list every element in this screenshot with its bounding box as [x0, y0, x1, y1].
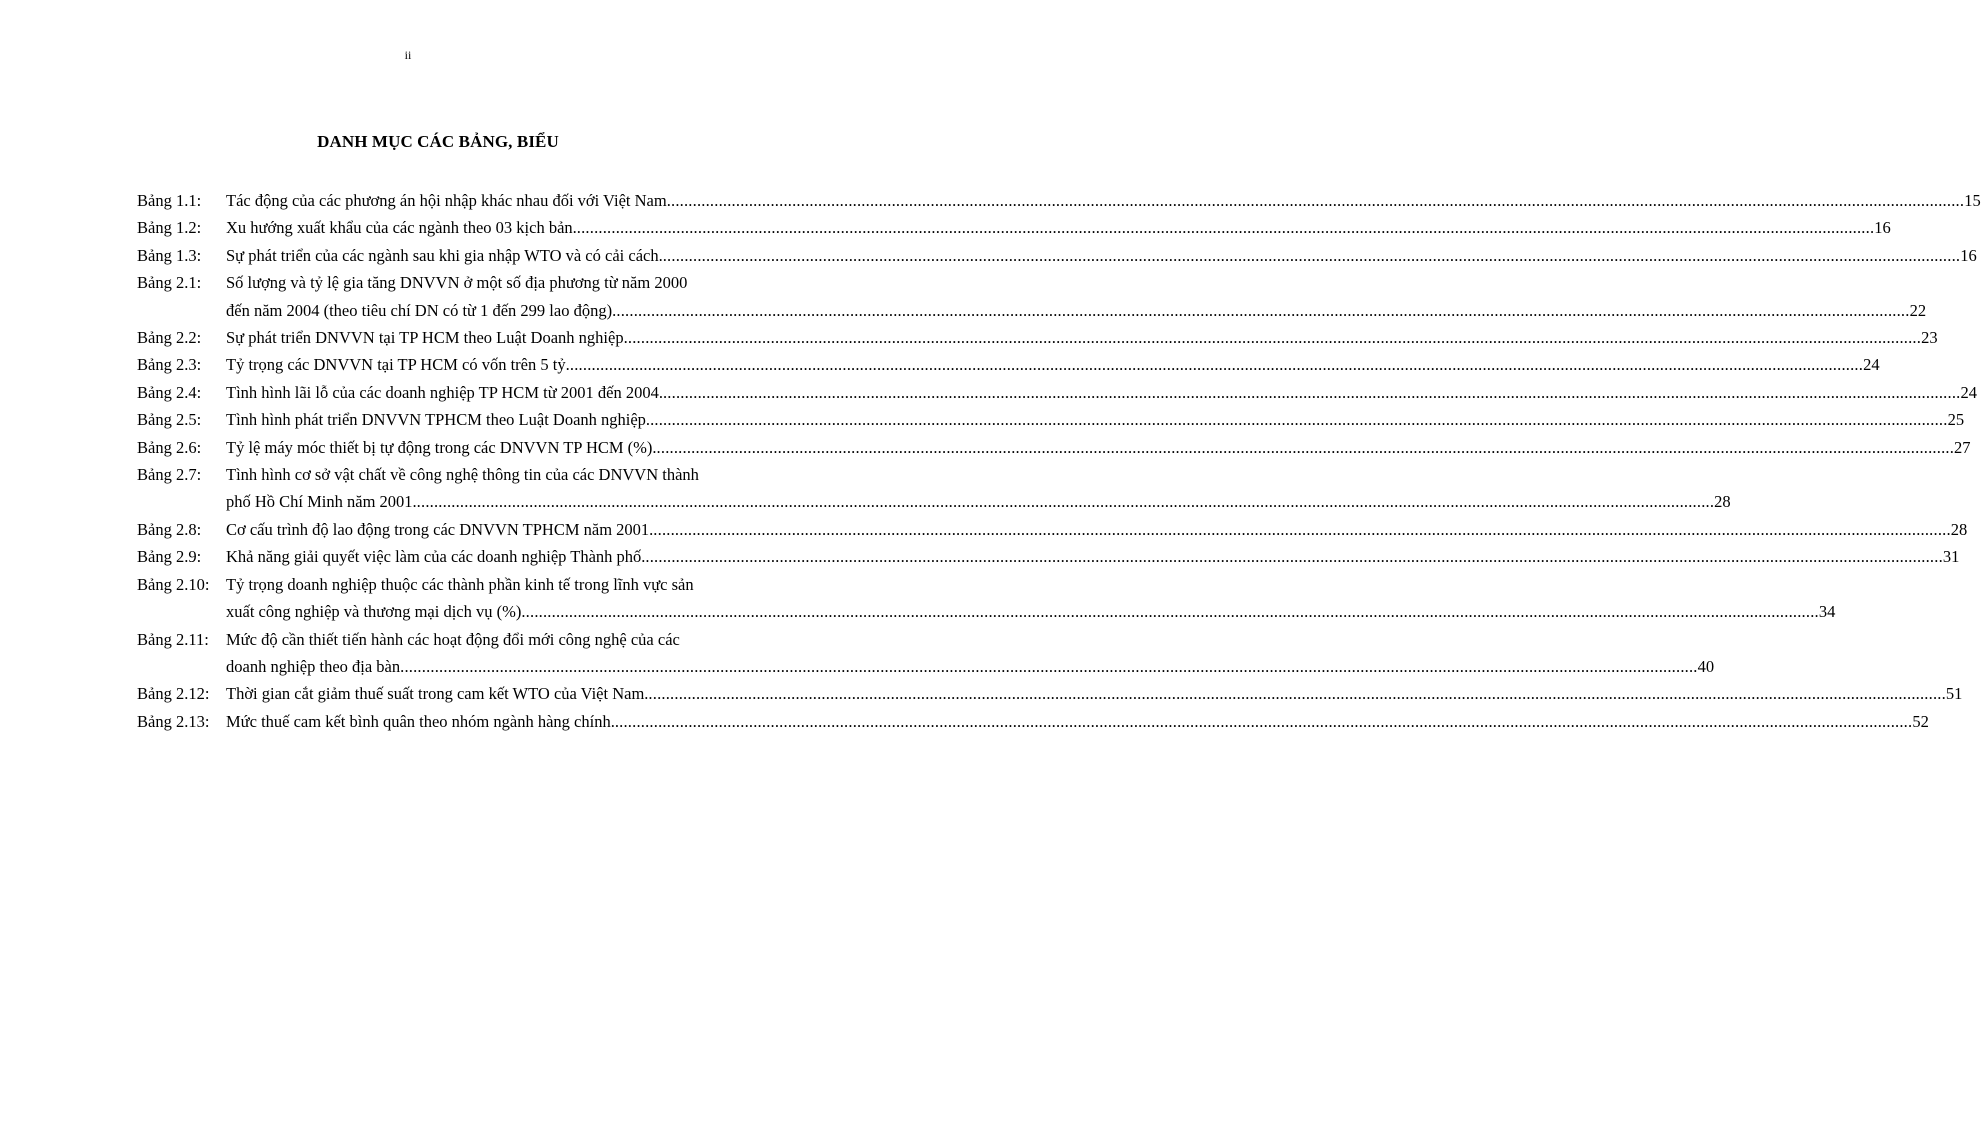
dot-leader: ............................................................................................................................................................................................................................................................................................................	[662, 245, 1961, 265]
entry-title-text: Cơ cấu trình độ lao động trong các DNVVN TPHCM năm 2001.	[226, 519, 654, 539]
entry-body	[226, 351, 1880, 378]
entry-page-number: 28	[1950, 519, 1968, 539]
entry-page-number: 25	[1947, 410, 1965, 430]
entry-page-number: 52	[1912, 711, 1929, 731]
dot-leader: ............................................................................................................................................................................................................................................................................................................	[666, 191, 1965, 210]
entry-title-text: Sự phát triển DNVVN tại TP HCM theo Luật Doanh nghiệp	[226, 328, 624, 348]
entry-title-line	[226, 708, 1929, 735]
entry-page-number: 27	[1954, 437, 1971, 457]
entry-body	[226, 543, 1959, 570]
entry-label: Bảng 1.3:	[137, 245, 202, 265]
dot-leader: ............................................................................................................................................................................................................................................................................................................	[648, 684, 1946, 704]
entry-title-text: Tình hình phát triển DNVVN TPHCM theo Luật Doanh nghiệp.	[226, 410, 651, 430]
entry-title-line	[226, 379, 1977, 406]
entry-label: Bảng 2.7:	[137, 465, 202, 485]
entry-page-number: 16	[1874, 218, 1891, 238]
entry-title-line	[226, 653, 1714, 680]
entry-label: Bảng 2.1:	[137, 273, 202, 293]
entry-label: Bảng 2.5:	[137, 410, 202, 430]
entry-label: Bảng 2.9:	[137, 547, 202, 567]
toc-entry[interactable]	[137, 680, 1963, 707]
dot-leader: ............................................................................................................................................................................................................................................................................................................	[576, 218, 1875, 238]
entry-page-number: 23	[1921, 328, 1938, 348]
toc-entry[interactable]	[137, 434, 1971, 461]
entry-label: Bảng 2.8:	[137, 519, 202, 539]
entry-page-number: 24	[1863, 355, 1880, 375]
entry-page-number: 40	[1697, 656, 1715, 676]
entry-title-line	[226, 680, 1962, 707]
entry-page-number: 31	[1942, 547, 1960, 567]
table-list	[137, 187, 1981, 735]
entry-label: Bảng 1.2:	[137, 218, 202, 238]
entry-body	[226, 680, 1962, 707]
page-number: ii	[404, 48, 412, 62]
entry-title-text: Tình hình lãi lỗ của các doanh nghiệp TP HCM từ 2001 đến 2004.	[226, 382, 663, 402]
entry-title-line	[226, 187, 1981, 214]
entry-title-text: đến năm 2004 (theo tiêu chí DN có từ 1 đến 299 lao động)	[226, 300, 613, 320]
entry-label: Bảng 2.2:	[137, 328, 202, 348]
page-title: DANH MỤC CÁC BẢNG, BIỂU	[317, 132, 559, 151]
entry-title-text: xuất công nghiệp và thương mại dịch vụ (%)	[226, 602, 522, 622]
entry-body	[226, 461, 1731, 516]
toc-entry[interactable]	[137, 543, 1960, 570]
entry-title-line	[226, 324, 1938, 351]
toc-entry[interactable]	[137, 571, 1836, 626]
entry-label: Bảng 2.10:	[137, 574, 210, 594]
entry-body	[226, 379, 1977, 406]
dot-leader: ............................................................................................................................................................................................................................................................................................................	[645, 547, 1943, 567]
entry-label: Bảng 2.4:	[137, 382, 202, 402]
entry-title-text: Thời gian cắt giảm thuế suất trong cam kết WTO của Việt Nam.	[226, 684, 649, 704]
dot-leader: ............................................................................................................................................................................................................................................................................................................	[565, 355, 1864, 375]
toc-entry[interactable]	[137, 516, 1968, 543]
entry-label: Bảng 2.6:	[137, 437, 202, 457]
entry-body	[226, 708, 1929, 735]
entry-label: Bảng 2.3:	[137, 355, 202, 375]
dot-leader: ............................................................................................................................................................................................................................................................................................................	[650, 410, 1948, 430]
entry-page-number: 51	[1945, 684, 1963, 704]
dot-leader: ............................................................................................................................................................................................................................................................................................................	[400, 656, 1698, 676]
entry-body	[226, 406, 1964, 433]
dot-leader: ............................................................................................................................................................................................................................................................................................................	[653, 519, 1951, 539]
entry-page-number: 15	[1964, 191, 1981, 210]
entry-title-text: Xu hướng xuất khẩu của các ngành theo 03 kịch bản.	[226, 218, 577, 238]
entry-page-number: 24	[1960, 382, 1977, 402]
entry-body	[226, 434, 1971, 461]
toc-entry[interactable]	[137, 626, 1715, 681]
entry-title-line	[226, 214, 1891, 241]
entry-title-line	[226, 488, 1731, 515]
entry-title-text: Tác động của các phương án hội nhập khác nhau đối với Việt Nam	[226, 191, 667, 210]
entry-title-text: Khả năng giải quyết việc làm của các doanh nghiệp Thành phố.	[226, 547, 646, 567]
entry-title-line	[226, 543, 1959, 570]
entry-title-line	[226, 516, 1967, 543]
dot-leader: ............................................................................................................................................................................................................................................................................................................	[612, 300, 1910, 320]
entry-body	[226, 242, 1977, 269]
entry-body	[226, 214, 1891, 241]
entry-label: Bảng 1.1:	[137, 191, 202, 210]
entry-body	[226, 571, 1835, 626]
entry-title-text: Tỷ lệ máy móc thiết bị tự động trong các DNVVN TP HCM (%).	[226, 437, 657, 457]
entry-label: Bảng 2.13:	[137, 711, 210, 731]
entry-title-line	[226, 297, 1926, 324]
entry-title-line	[226, 406, 1964, 433]
dot-leader: ............................................................................................................................................................................................................................................................................................................	[623, 328, 1922, 348]
toc-entry[interactable]	[137, 461, 1731, 516]
dot-leader: ............................................................................................................................................................................................................................................................................................................	[656, 437, 1955, 457]
entry-title-line: Tỷ trọng doanh nghiệp thuộc các thành phần kinh tế trong lĩnh vực sản	[226, 574, 694, 594]
toc-entry[interactable]	[137, 379, 1977, 406]
dot-leader: ............................................................................................................................................................................................................................................................................................................	[614, 711, 1913, 731]
entry-body	[226, 516, 1967, 543]
entry-title-text: doanh nghiệp theo địa bàn	[226, 656, 401, 676]
entry-title-line: Số lượng và tỷ lệ gia tăng DNVVN ở một số địa phương từ năm 2000	[226, 273, 688, 293]
entry-title-line	[226, 351, 1880, 378]
toc-entry[interactable]	[137, 269, 1927, 324]
entry-title-text: Mức thuế cam kết bình quân theo nhóm ngành hàng chính.	[226, 711, 615, 731]
entry-title-line	[226, 434, 1971, 461]
toc-entry[interactable]	[137, 242, 1977, 269]
entry-page-number: 16	[1960, 245, 1977, 265]
entry-title-line	[226, 598, 1835, 625]
toc-entry[interactable]	[137, 214, 1891, 241]
entry-title-line	[226, 242, 1977, 269]
entry-label: Bảng 2.11:	[137, 629, 209, 649]
toc-entry[interactable]	[137, 406, 1965, 433]
toc-entry[interactable]	[137, 187, 1981, 214]
entry-body	[226, 187, 1981, 214]
entry-title-text: Tỷ trọng các DNVVN tại TP HCM có vốn trên 5 tỷ	[226, 355, 566, 375]
entry-title-line: Tình hình cơ sở vật chất về công nghệ thông tin của các DNVVN thành	[226, 465, 699, 485]
entry-title-text: phố Hồ Chí Minh năm 2001.	[226, 492, 417, 512]
entry-body	[226, 324, 1938, 351]
dot-leader: ............................................................................................................................................................................................................................................................................................................	[521, 602, 1819, 622]
dot-leader: ............................................................................................................................................................................................................................................................................................................	[416, 492, 1715, 512]
entry-body	[226, 269, 1926, 324]
toc-entry[interactable]	[137, 324, 1938, 351]
entry-body	[226, 626, 1714, 681]
toc-entry[interactable]	[137, 351, 1880, 378]
entry-title-line: Mức độ cần thiết tiến hành các hoạt động đổi mới công nghệ của các	[226, 629, 680, 649]
entry-page-number: 34	[1818, 602, 1836, 622]
dot-leader: ............................................................................................................................................................................................................................................................................................................	[662, 382, 1961, 402]
toc-entry[interactable]	[137, 708, 1929, 735]
entry-title-text: Sự phát triển của các ngành sau khi gia nhập WTO và có cải cách.	[226, 245, 663, 265]
entry-label: Bảng 2.12:	[137, 684, 210, 704]
entry-page-number: 22	[1909, 300, 1927, 320]
entry-page-number: 28	[1714, 492, 1731, 512]
